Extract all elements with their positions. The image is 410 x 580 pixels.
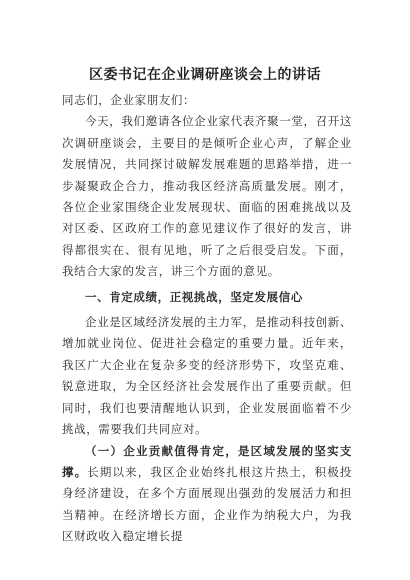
intro-paragraph: 今天，我们邀请各位企业家代表齐聚一堂，召开这次调研座谈会，主要目的是倾听企业心声，了解企业发展情况，共同探讨破解发展难题的思路举措，进一步凝聚政企合力，推动我区经济高质量发展。刚才，各位企业家围绕企业发展现状、面临的困难挑战以及对区委、区政府工作的意见建议作了很好的发言，讲得都很实在、很有见地，听了之后很受启发。下面，我结合大家的发言，讲三个方面的意见。: [62, 114, 352, 279]
salutation: 同志们，企业家朋友们：: [62, 93, 196, 107]
document-title: 区委书记在企业调研座谈会上的讲话: [89, 67, 321, 83]
subsection-1-text: 长期以来，我区企业始终扎根这片热土，积极投身经济建设，在多个方面展现出强劲的发展活力和担当精神。在经济增长方面，企业作为纳税大户，为我区财政收入稳定增长提: [62, 464, 352, 544]
section-heading-1: 一、肯定成绩，正视挑战，坚定发展信心: [85, 289, 303, 304]
section-1-paragraph: 企业是区域经济发展的主力军，是推动科技创新、增加就业岗位、促进社会稳定的重要力量。近年来，我区广大企业在复杂多变的经济形势下，攻坚克难、锐意进取，为全区经济社会发展作出了重要贡献。但同时，我们也要清醒地认识到，企业发展面临着不少挑战，需要我们共同应对。: [62, 315, 352, 437]
subsection-heading-1: （一）企业贡献值得肯定，是区域发展的坚实支撑。: [62, 443, 352, 479]
document-body: [62, 90, 352, 548]
subsection-1-paragraph: [62, 441, 352, 548]
